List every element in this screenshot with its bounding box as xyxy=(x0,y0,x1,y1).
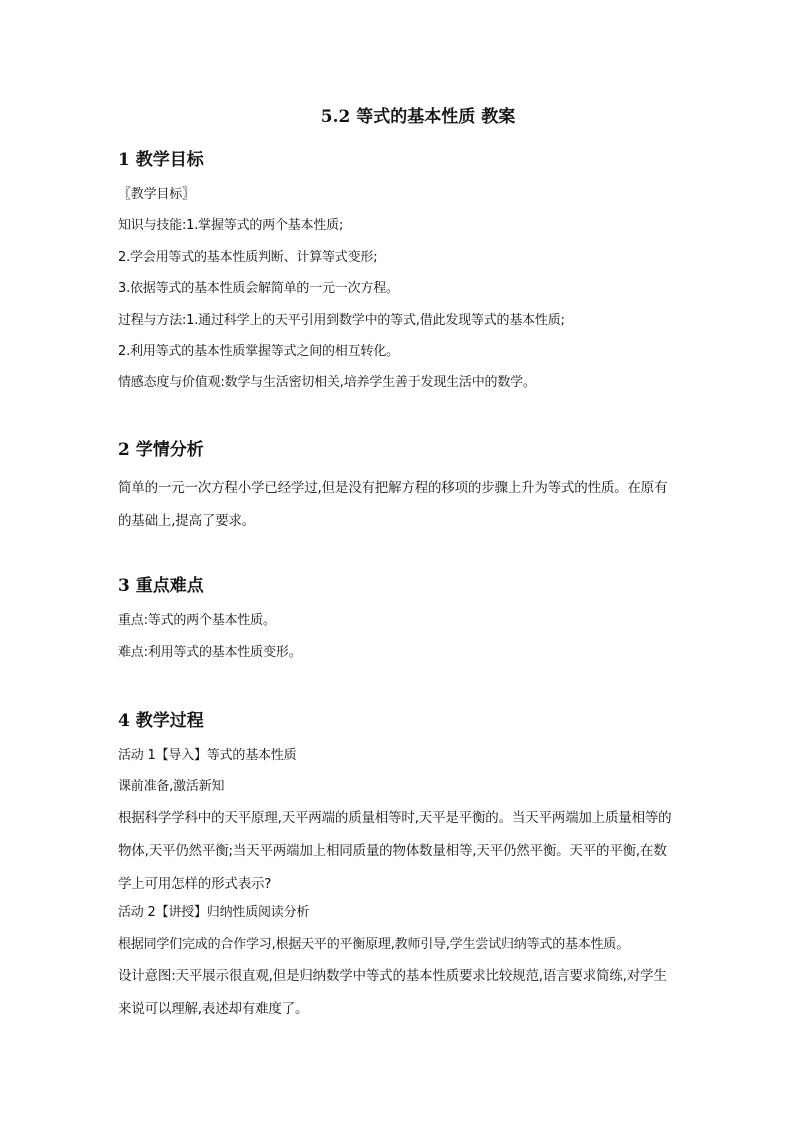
activity-2-title: 活动 2【讲授】归纳性质阅读分析 xyxy=(118,905,310,920)
activity-1-subtitle: 课前准备,激活新知 xyxy=(118,779,225,794)
objective-line: 情感态度与价值观:数学与生活密切相关,培养学生善于发现生活中的数学。 xyxy=(118,375,536,390)
objective-line: 2.学会用等式的基本性质判断、计算等式变形; xyxy=(118,250,378,265)
analysis-paragraph: 简单的一元一次方程小学已经学过,但是没有把解方程的移项的步骤上升为等式的性质。在原有的基础上,提高了要求。 xyxy=(118,480,668,529)
objective-line: 2.利用等式的基本性质掌握等式之间的相互转化。 xyxy=(118,344,399,359)
section-heading-analysis: 2 学情分析 xyxy=(118,440,204,460)
activity-1-title: 活动 1【导入】等式的基本性质 xyxy=(118,748,297,763)
activity-2-paragraph: 设计意图:天平展示很直观,但是归纳数学中等式的基本性质要求比较规范,语言要求简练,对学生来说可以理解,表述却有难度了。 xyxy=(118,968,667,1017)
section-heading-process: 4 教学过程 xyxy=(118,711,204,731)
objective-line: 过程与方法:1.通过科学上的天平引用到数学中的等式,借此发现等式的基本性质; xyxy=(118,313,565,328)
objective-line: 3.依据等式的基本性质会解简单的一元一次方程。 xyxy=(118,281,399,296)
key-point-line: 重点:等式的两个基本性质。 xyxy=(118,613,276,628)
document-title: 5.2 等式的基本性质 教案 xyxy=(320,107,516,127)
activity-1-paragraph: 根据科学学科中的天平原理,天平两端的质量相等时,天平是平衡的。当天平两端加上质量相等的物体,天平仍然平衡;当天平两端加上相同质量的物体数量相等,天平仍然平衡。天平的平衡,在数学上可用怎样的形式表示? xyxy=(118,810,672,892)
section-heading-key-points: 3 重点难点 xyxy=(118,576,204,596)
objectives-label: 〖教学目标〗 xyxy=(118,187,195,202)
objective-line: 知识与技能:1.掌握等式的两个基本性质; xyxy=(118,218,344,233)
activity-2-line: 根据同学们完成的合作学习,根据天平的平衡原理,教师引导,学生尝试归纳等式的基本性质。 xyxy=(118,937,629,952)
section-heading-objectives: 1 教学目标 xyxy=(118,150,204,170)
difficulty-line: 难点:利用等式的基本性质变形。 xyxy=(118,645,302,660)
